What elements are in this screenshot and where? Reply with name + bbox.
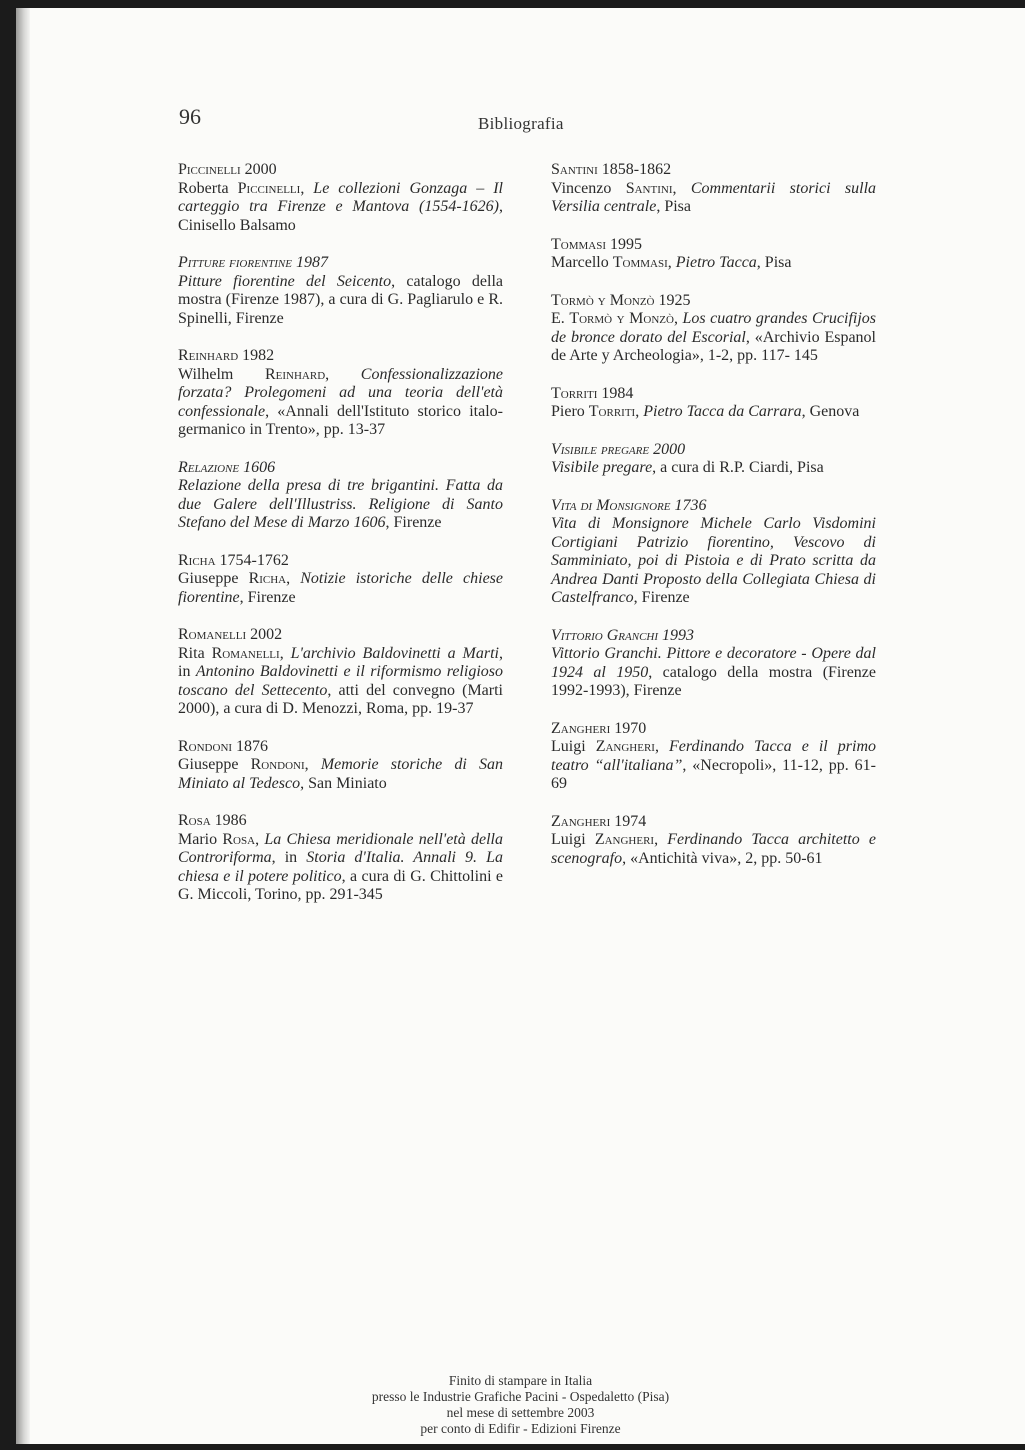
reference-title: Commentarii storici sulla Versilia centrale [551, 179, 877, 215]
reference-title: Vita di Monsignore Michele Carlo Visdomini Cortigiani Patrizio fiorentino, Vescovo di Samminiato, poi di Pistoia e di Prato scritta da Andrea Danti Proposto della Collegiata Chiesa di Castelfranco [551, 515, 876, 606]
entry-reference [178, 180, 503, 236]
author-surname: Romanelli [211, 644, 280, 662]
entry-citation-key: Pitture fiorentine 1987 [178, 254, 328, 271]
reference-text: Rita [178, 644, 212, 662]
reference-text: Vincenzo [551, 179, 626, 197]
reference-title: Notizie istoriche delle chiese fiorentine [178, 570, 504, 606]
reference-text: , [279, 644, 291, 662]
reference-text: , [325, 365, 361, 383]
reference-title: Pietro Tacca [675, 254, 757, 271]
entry-reference [551, 738, 876, 794]
reference-text: , atti del convegno (Marti 2000), a cura di D. Menozzi, Roma, pp. 19-37 [178, 681, 504, 717]
colophon-line: nel mese di settembre 2003 [446, 1405, 595, 1420]
bibliography-entry [551, 385, 876, 422]
reference-text: Luigi [551, 831, 595, 848]
reference-text: , Firenze [385, 514, 442, 531]
running-title: Bibliografia [478, 114, 564, 133]
author-surname: Rosa [222, 830, 256, 848]
reference-title: Confessionalizzazione forzata? Prolegomeni ad una teoria dell'età confessionale [178, 365, 503, 420]
reference-text: Giuseppe [178, 570, 249, 587]
author-surname: Zangheri [594, 831, 655, 848]
author-surname: Torriti [588, 403, 636, 420]
bibliography-entry [551, 441, 876, 478]
entry-reference [551, 645, 876, 701]
reference-text: , [255, 830, 265, 848]
bibliography-entry [551, 813, 876, 869]
bibliography-entry [551, 497, 876, 608]
reference-title: Le collezioni Gonzaga – Il carteggio tra Firenze e Mantova (1554-1626) [178, 179, 503, 215]
reference-text: , Pisa [656, 198, 691, 215]
reference-text: E. [551, 310, 570, 327]
reference-text: , San Miniato [300, 774, 387, 792]
bibliography-entry [178, 552, 503, 608]
entry-reference [551, 831, 876, 868]
entry-reference [178, 570, 503, 607]
reference-text: Luigi [551, 738, 596, 755]
book-page [16, 8, 1025, 1444]
bibliography-entry [178, 626, 503, 719]
reference-title: Memorie storiche di San Miniato al Tedesco [178, 756, 504, 792]
bibliography-entry [551, 236, 876, 273]
reference-text: Giuseppe [178, 756, 251, 773]
author-surname: Santini [625, 179, 673, 197]
entry-citation-key: Zangheri 1970 [551, 719, 647, 737]
reference-title: Pietro Tacca da Carrara [643, 403, 802, 420]
reference-title: Vittorio Granchi. Pittore e decoratore - Opere dal 1924 al 1950 [551, 645, 876, 681]
entry-reference [178, 756, 503, 793]
entry-citation-key: Tormò y Monzò 1925 [551, 291, 691, 309]
author-surname: Tommasi [612, 254, 668, 271]
bibliography-entry [551, 627, 876, 701]
reference-title: Pitture fiorentine del Seicento [178, 272, 392, 290]
entry-reference [551, 180, 876, 217]
colophon [16, 1373, 1025, 1437]
reference-text: , [654, 831, 668, 848]
reference-text: , Firenze [633, 589, 690, 606]
author-surname: Tormò y Monzò [569, 310, 674, 327]
reference-text: , Firenze [239, 588, 296, 606]
reference-text: , catalogo della mostra (Firenze 1987), a cura di G. Pagliarulo e R. Spinelli, Firenze [178, 272, 503, 327]
author-surname: Zangheri [595, 738, 655, 755]
bibliography-entry [178, 459, 503, 533]
reference-text: Wilhelm [178, 365, 265, 383]
bibliography-entry [551, 161, 876, 217]
reference-text: , «Archivio Espanol de Arte y Archeologia», 1-2, pp. 117- 145 [551, 328, 876, 364]
entry-citation-key: Rondoni 1876 [178, 737, 269, 755]
bibliography-entry [178, 347, 503, 440]
reference-text: , a cura di G. Chittolini e G. Miccoli, Torino, pp. 291-345 [178, 867, 504, 903]
page-binding-edge [16, 8, 30, 1444]
entry-reference [551, 515, 876, 608]
reference-text: , catalogo della mostra (Firenze 1992-1993), Firenze [551, 663, 876, 699]
bibliography-entry [551, 720, 876, 794]
reference-title: Ferdinando Tacca architetto e scenografo [551, 831, 876, 867]
reference-text: , [635, 403, 644, 420]
entry-citation-key: Zangheri 1974 [551, 812, 647, 830]
colophon-line: per conto di Edifir - Edizioni Firenze [420, 1421, 621, 1436]
reference-text: , in [178, 644, 503, 680]
reference-title: Visibile pregare [551, 459, 653, 476]
reference-text: , in [271, 849, 307, 866]
reference-text: , «Necropoli», 11-12, pp. 61-69 [551, 756, 876, 792]
colophon-line: Finito di stampare in Italia [448, 1373, 593, 1388]
bibliography-entry [178, 738, 503, 794]
page-number: 96 [179, 104, 201, 129]
author-surname: Reinhard [264, 365, 326, 383]
entry-reference [551, 403, 876, 422]
entry-citation-key: Visibile pregare 2000 [551, 440, 686, 458]
reference-title: L'archivio Baldovinetti a Marti [290, 644, 499, 662]
bibliography-entry [178, 161, 503, 235]
reference-text: Marcello [551, 254, 613, 271]
entry-reference [551, 310, 876, 366]
entry-reference [178, 645, 503, 719]
reference-title: Ferdinando Tacca e il primo teatro “all'italiana” [551, 738, 876, 774]
entry-reference [551, 254, 876, 273]
author-surname: Rondoni [250, 756, 305, 773]
reference-text: , [672, 179, 691, 197]
entry-citation-key: Vittorio Granchi 1993 [551, 626, 695, 644]
reference-text: , [300, 179, 314, 197]
entry-citation-key: Tommasi 1995 [551, 235, 643, 253]
entry-citation-key: Romanelli 2002 [178, 626, 283, 643]
reference-text: , [286, 570, 301, 587]
entry-citation-key: Reinhard 1982 [178, 347, 275, 364]
author-surname: Piccinelli [237, 179, 301, 197]
reference-text: , Cinisello Balsamo [178, 198, 503, 234]
author-surname: Richa [248, 570, 287, 587]
reference-text: , a cura di R.P. Ciardi, Pisa [652, 459, 824, 476]
entry-citation-key: Torriti 1984 [551, 384, 634, 402]
entry-reference [551, 459, 876, 478]
reference-title: Relazione della presa di tre brigantini. Fatta da due Galere dell'Illustriss. Religione di Santo Stefano del Mese di Marzo 1606 [178, 477, 503, 531]
bibliography-entry [551, 292, 876, 366]
colophon-line: presso le Industrie Grafiche Pacini - Ospedaletto (Pisa) [371, 1389, 670, 1404]
entry-citation-key: Relazione 1606 [178, 458, 276, 476]
entry-citation-key: Richa 1754-1762 [178, 551, 289, 569]
entry-citation-key: Santini 1858-1862 [551, 161, 672, 178]
entry-citation-key: Piccinelli 2000 [178, 161, 277, 178]
reference-text: , [654, 738, 670, 755]
entry-reference [178, 831, 503, 905]
reference-text: Mario [178, 830, 223, 848]
reference-title: La Chiesa meridionale nell'età della Controriforma [178, 830, 503, 866]
reference-text: , [667, 254, 676, 271]
reference-text: , «Annali dell'Istituto storico italo-germanico in Trento», pp. 13-37 [178, 402, 503, 438]
bibliography-entry [178, 812, 503, 905]
entry-reference [178, 366, 503, 440]
reference-text: , [304, 756, 321, 773]
reference-text: Piero [551, 403, 589, 420]
reference-text: , Pisa [756, 254, 792, 271]
entry-reference [178, 477, 503, 533]
entry-reference [178, 273, 503, 329]
reference-text: Roberta [178, 179, 238, 197]
bibliography-entry [178, 254, 503, 328]
entry-citation-key: Rosa 1986 [178, 812, 247, 829]
reference-text: , Genova [801, 403, 860, 420]
bibliography-column-right [551, 161, 876, 887]
reference-text: , «Antichità viva», 2, pp. 50-61 [622, 849, 823, 867]
reference-title: Antonino Baldovinetti e il riformismo religioso toscano del Settecento [178, 663, 503, 699]
reference-text: , [673, 310, 683, 327]
reference-title: Storia d'Italia. Annali 9. La chiesa e il potere politico [178, 849, 503, 885]
entry-citation-key: Vita di Monsignore 1736 [551, 496, 707, 514]
reference-title: Los cuatro grandes Crucifijos de bronce dorato del Escorial [551, 310, 877, 346]
bibliography-column-left [178, 161, 503, 924]
